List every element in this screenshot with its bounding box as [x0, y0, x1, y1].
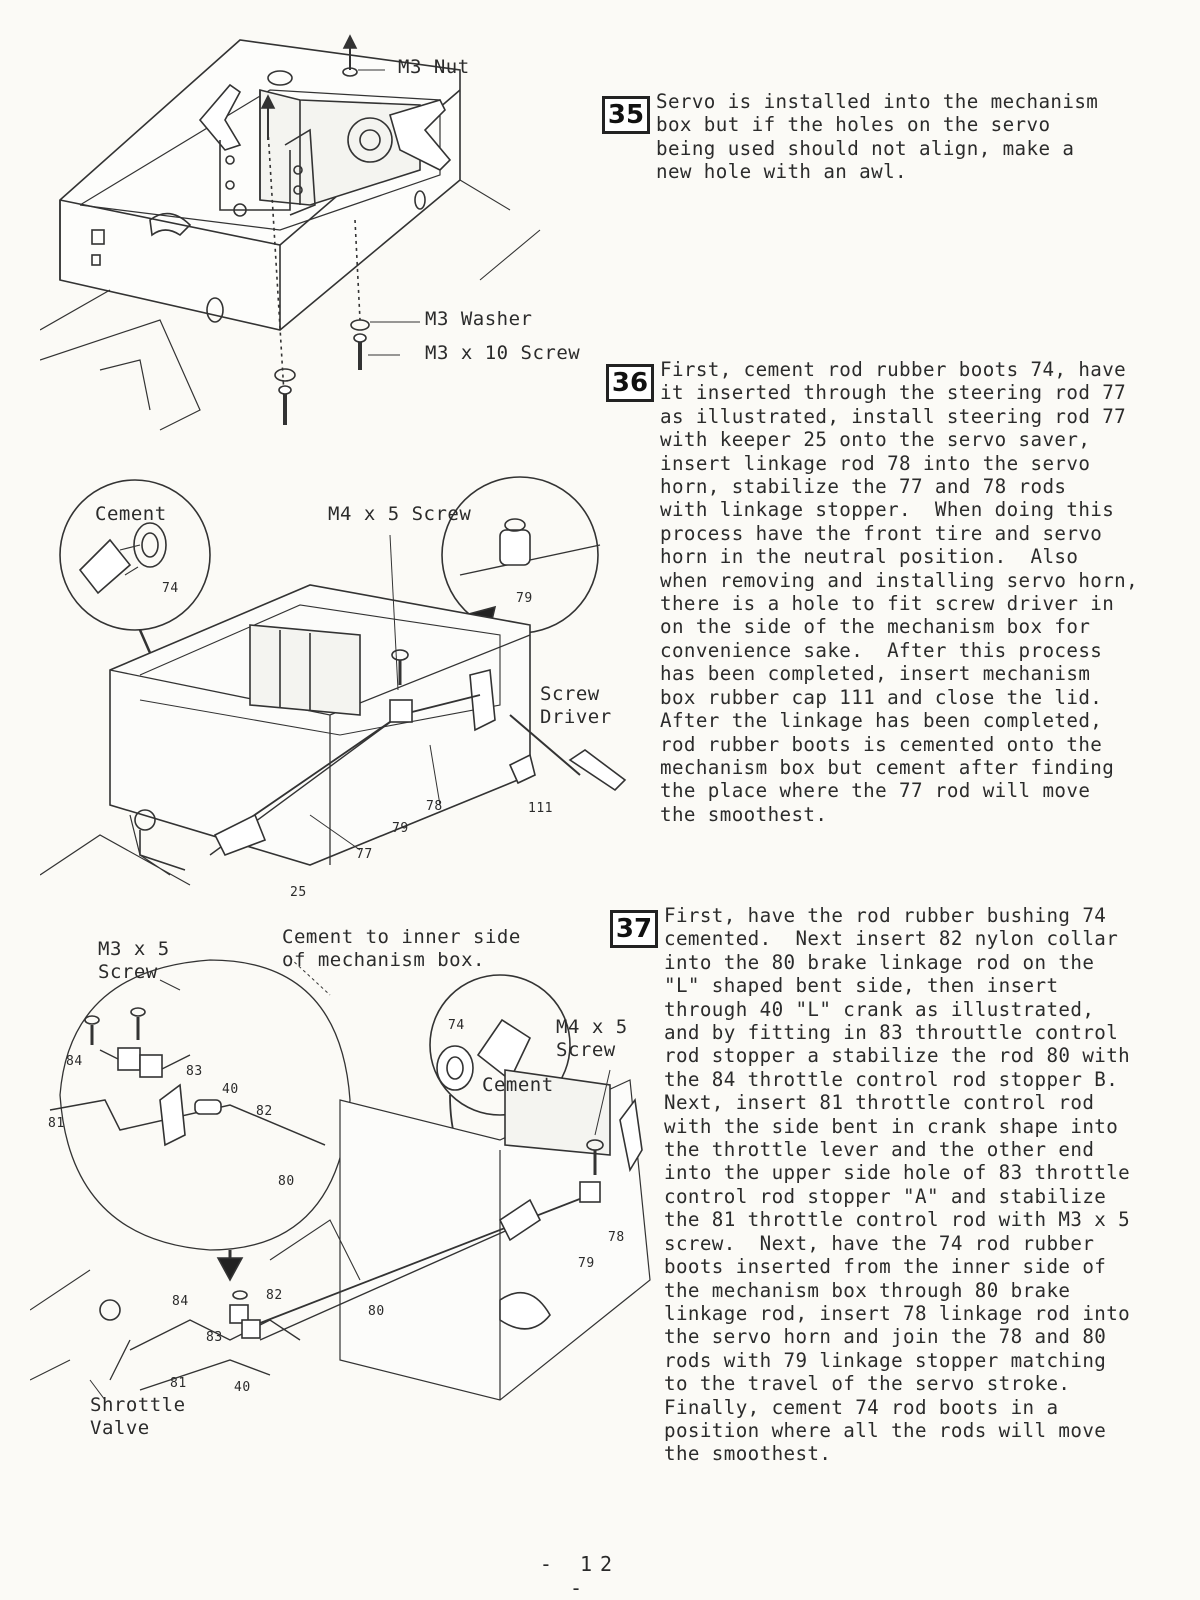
part-82: 82 [266, 1288, 283, 1303]
part-111: 111 [528, 801, 553, 816]
part-74: 74 [162, 581, 179, 596]
part-84: 84 [172, 1294, 189, 1309]
figure-35-servo-install [40, 30, 580, 450]
label-cement: Cement [95, 503, 167, 525]
part-79-detail: 79 [516, 591, 533, 606]
figure-36-steering-linkage [40, 475, 630, 905]
part-78-37: 78 [608, 1230, 625, 1245]
part-80: 80 [368, 1304, 385, 1319]
part-81: 81 [170, 1376, 187, 1391]
figure-35-drawing [40, 30, 580, 450]
page-number: - 12 - [539, 1552, 621, 1600]
step-35-number: 35 [602, 96, 650, 134]
part-40: 40 [234, 1380, 251, 1395]
step-36-text: First, cement rod rubber boots 74, have it inserted through the steering rod 77 as illustrated, install steering rod 77 with keeper 25 onto the servo saver, insert linkage rod 78 into the servo horn, stabilize the 77 and 78 rods with linkage stopper. When doing this process have the front tire and servo horn in the neutral position. Also when removing and installing servo horn, there is a hole to fit screw driver in on the side of the mechanism box for convenience sake. After this process has been completed, insert mechanism box rubber cap 111 and close the lid. After the linkage has been completed, rod rubber boots is cemented onto the mechanism box but cement after finding the place where the 77 rod will move the smoothest. [660, 358, 1139, 826]
label-m3x5-screw: M3 x 5 Screw [98, 938, 170, 983]
step-35-text: Servo is installed into the mechanism box but if the holes on the servo being used should not align, make a new hole with an awl. [656, 90, 1099, 184]
label-m3-nut: M3 Nut [398, 56, 470, 78]
label-m3x10-screw: M3 x 10 Screw [425, 342, 581, 364]
label-m4x5-screw-37: M4 x 5 Screw [556, 1016, 628, 1061]
part-80-detail: 80 [278, 1174, 295, 1189]
part-83-detail: 83 [186, 1064, 203, 1079]
part-74-37: 74 [448, 1018, 465, 1033]
part-25: 25 [290, 885, 307, 900]
part-77: 77 [356, 847, 373, 862]
part-83: 83 [206, 1330, 223, 1345]
part-79: 79 [392, 821, 409, 836]
label-screw-driver: Screw Driver [540, 683, 612, 728]
part-40-detail: 40 [222, 1082, 239, 1097]
step-37-text: First, have the rod rubber bushing 74 cemented. Next insert 82 nylon collar into the 80 brake linkage rod on the "L" shaped bent side, then insert through 40 "L" crank as illustrated, and by fitting in 83 throuttle control rod stopper a stabilize the rod 80 with the 84 throttle control rod stopper B. Next, insert 81 throttle control rod with the side bent in crank shape into the throttle lever and the other end into the upper side hole of 83 throttle control rod stopper "A" and stabilize the 81 throttle control rod with M3 x 5 screw. Next, have the 74 rod rubber boots inserted from the inner side of the mechanism box through 80 brake linkage rod, insert 78 linkage rod into the servo horn and join the 78 and 80 rods with 79 linkage stopper matching to the travel of the servo stroke. Finally, cement 74 rod boots in a position where all the rods will move the smoothest. [664, 904, 1131, 1466]
part-79-37: 79 [578, 1256, 595, 1271]
label-cement-37: Cement [482, 1074, 554, 1096]
step-36-number: 36 [606, 364, 654, 402]
label-cement-inner-side: Cement to inner side of mechanism box. [282, 926, 521, 971]
step-37-number: 37 [610, 910, 658, 948]
part-84-detail: 84 [66, 1054, 83, 1069]
label-shrottle-valve: Shrottle Valve [90, 1394, 186, 1439]
figure-37-throttle-linkage [30, 920, 660, 1450]
label-m3-washer: M3 Washer [425, 308, 533, 330]
label-m4x5-screw: M4 x 5 Screw [328, 503, 472, 525]
part-82-detail: 82 [256, 1104, 273, 1119]
part-81-detail: 81 [48, 1116, 65, 1131]
figure-37-drawing [30, 920, 660, 1450]
part-78: 78 [426, 799, 443, 814]
